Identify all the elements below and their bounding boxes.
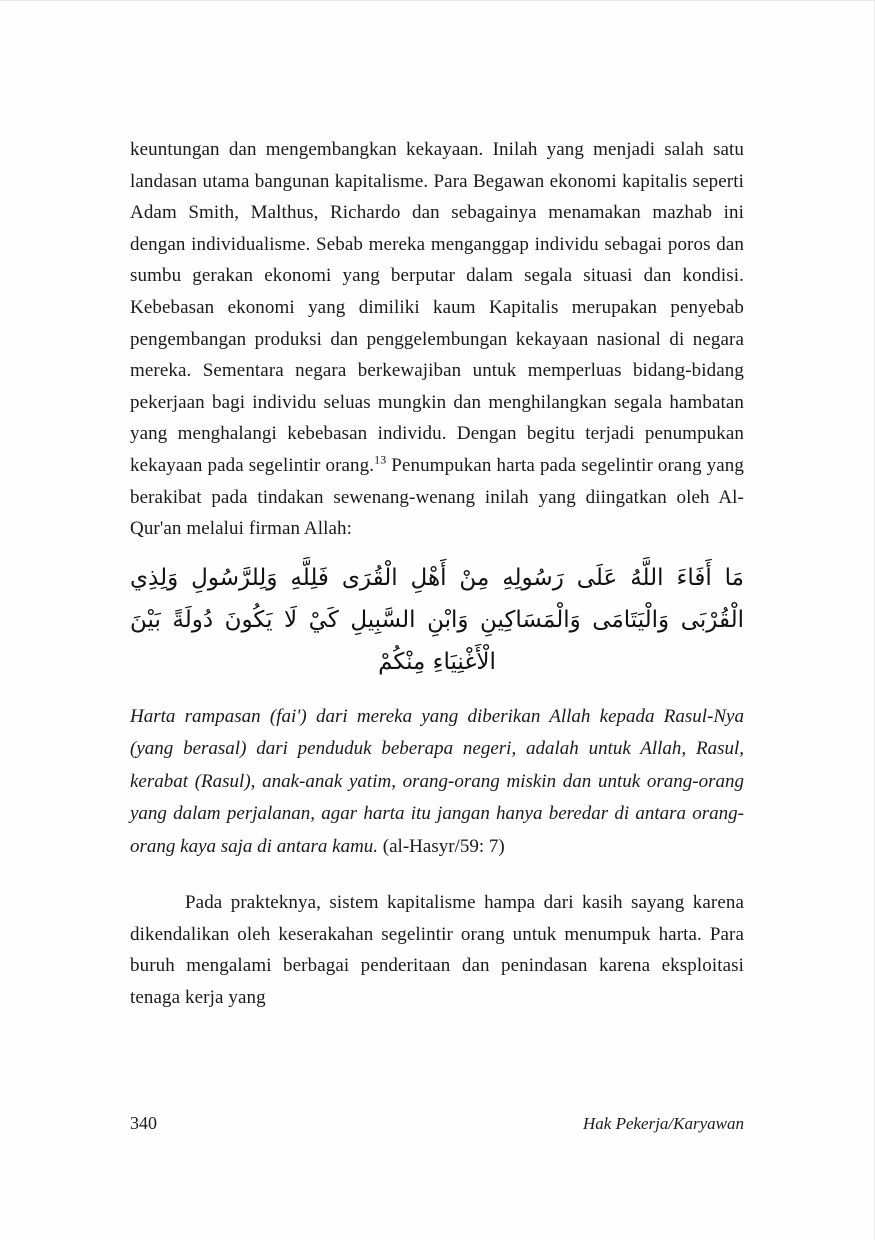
main-paragraph-text: keuntungan dan mengembangkan kekayaan. Inilah yang menjadi salah satu landasan utama bangunan kapitalisme. Para Begawan ekonomi kapitalis seperti Adam Smith, Malthus, Richardo dan sebagainya menamakan mazhab ini dengan individualisme. Sebab mereka menganggap individu sebagai poros dan sumbu gerakan ekonomi yang berputar dalam segala situasi dan kondisi. Kebebasan ekonomi yang dimiliki kaum Kapitalis merupakan penyebab pengembangan produksi dan penggelembungan kekayaan nasional di negara mereka. Sementara negara berkewajiban untuk memperluas bidang-bidang pekerjaan bagi individu seluas mungkin dan menghilangkan segala hambatan yang menghalangi kebebasan individu. Dengan begitu terjadi penumpukan kekayaan pada segelintir orang. bbox=[130, 139, 744, 476]
main-paragraph-continuation: Penumpukan harta pada segelintir orang yang berakibat pada tindakan sewenang-wenang inilah yang diingatkan oleh Al-Qur'an melalui firman Allah: bbox=[130, 454, 744, 540]
verse-citation: (al-Hasyr/59: 7) bbox=[382, 835, 505, 857]
footnote-reference: 13 bbox=[374, 452, 387, 467]
page-number: 340 bbox=[130, 1113, 157, 1133]
quran-verse-arabic: مَا أَفَاءَ اللَّهُ عَلَى رَسُولِهِ مِنْ أَهْلِ الْقُرَى فَلِلَّهِ وَلِلرَّسُولِ وَلِذِي الْقُرْبَى وَالْيَتَامَى وَالْمَسَاكِينِ وَابْنِ السَّبِيلِ كَيْ لَا يَكُونَ دُولَةً بَيْنَ الْأَغْنِيَاءِ مِنْكُمْ bbox=[130, 564, 744, 675]
second-paragraph: Pada prakteknya, sistem kapitalisme hampa dari kasih sayang karena dikendalikan oleh keserakahan segelintir orang untuk menumpuk harta. Para buruh mengalami berbagai penderitaan dan penindasan karena eksploitasi tenaga kerja yang bbox=[130, 892, 744, 1008]
page-footer bbox=[130, 1113, 744, 1134]
verse-translation bbox=[130, 701, 744, 864]
verse-translation-text: Harta rampasan (fai') dari mereka yang diberikan Allah kepada Rasul-Nya (yang berasal) dari penduduk beberapa negeri, adalah untuk Allah, Rasul, kerabat (Rasul), anak-anak yatim, orang-orang miskin dan untuk orang-orang yang dalam perjalanan, agar harta itu jangan hanya beredar di antara orang-orang kaya saja di antara kamu. bbox=[130, 705, 744, 857]
running-title: Hak Pekerja/Karyawan bbox=[583, 1114, 744, 1133]
main-paragraph bbox=[130, 134, 744, 545]
